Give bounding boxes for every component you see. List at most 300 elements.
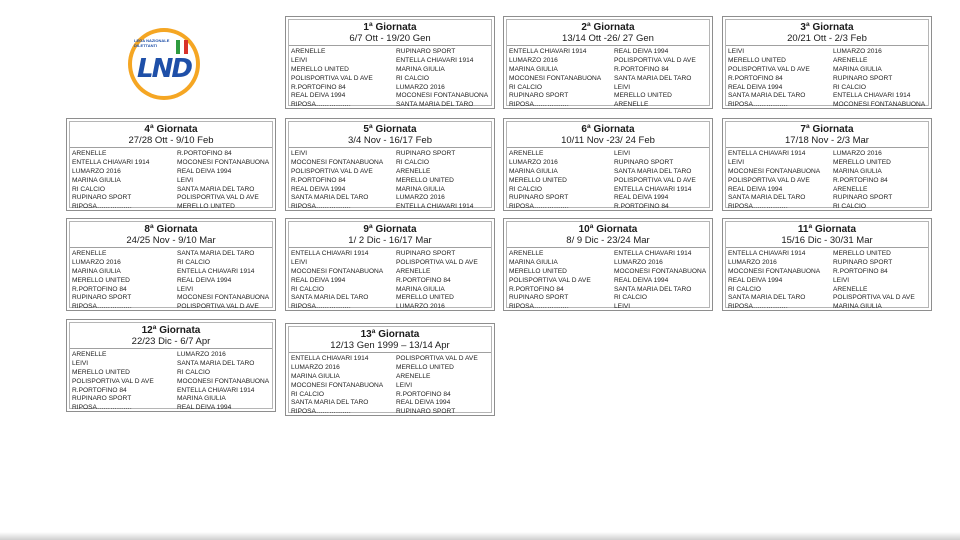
away-team: RI CALCIO [396,158,429,166]
match-row [728,202,926,211]
round-dates: 13/14 Ott -26/ 27 Gen [562,33,654,44]
away-team: MOCONESI FONTANABUONA [177,158,270,166]
match-list [728,47,926,109]
round-card [503,118,713,211]
match-row [72,167,270,176]
round-header [507,20,709,46]
home-team: RIPOSA……………. [291,408,351,416]
home-team: LUMARZO 2016 [72,167,121,175]
home-team: LEIVI [728,158,745,166]
match-row [72,403,270,412]
away-team: POLISPORTIVA VAL D AVE [614,56,696,64]
away-team: ARENELLE [614,101,649,109]
home-team: MARINA GIULIA [72,267,121,275]
match-row [509,258,707,267]
round-card [66,218,276,311]
match-row [509,185,707,194]
away-team: ARENELLE [833,56,868,64]
home-team: ARENELLE [72,150,107,157]
round-title: 7ª Giornata [800,124,854,135]
round-header [726,222,928,248]
match-row [291,185,489,194]
away-team: RUPINARO SPORT [833,258,893,266]
home-team: REAL DEIVA 1994 [728,276,783,284]
away-team: MOCONESI FONTANABUONA [177,377,270,385]
away-team: REAL DEIVA 1994 [396,399,451,407]
match-row [291,202,489,211]
match-row [291,167,489,176]
home-team: POLISPORTIVA VAL D AVE [291,167,373,175]
round-title: 4ª Giornata [144,124,198,135]
away-team: POLISPORTIVA VAL D AVE [396,258,478,266]
away-team: RI CALCIO [614,294,647,302]
home-team: SANTA MARIA DEL TARO [728,194,806,202]
home-team: MOCONESI FONTANABUONA [728,267,821,275]
home-team: RUPINARO SPORT [509,194,569,202]
match-row [728,74,926,83]
home-team: POLISPORTIVA VAL D AVE [291,74,373,82]
home-team: ARENELLE [509,250,544,257]
lnd-logo [128,28,200,100]
match-row [291,47,489,56]
home-team: POLISPORTIVA VAL D AVE [72,377,154,385]
home-team: MERELLO UNITED [72,368,130,376]
away-team: REAL DEIVA 1994 [177,167,232,175]
round-dates: 1/ 2 Dic - 16/17 Mar [348,235,432,246]
away-team: REAL DEIVA 1994 [614,276,669,284]
round-card [66,319,276,412]
home-team: RIPOSA……………. [291,303,351,311]
match-row [509,176,707,185]
home-team: RIPOSA……………. [728,101,788,109]
away-team: RUPINARO SPORT [396,250,456,257]
match-row [72,176,270,185]
match-row [728,285,926,294]
match-row [728,293,926,302]
home-team: RIPOSA……………. [509,101,569,109]
match-row [291,100,489,109]
away-team: ARENELLE [396,267,431,275]
round-card [503,16,713,109]
away-team: RUPINARO SPORT [833,74,893,82]
match-row [291,354,489,363]
match-row [509,158,707,167]
match-list [728,149,926,211]
away-team: ARENELLE [396,372,431,380]
match-row [291,302,489,311]
round-card [722,218,932,311]
round-header [70,222,272,248]
match-row [291,258,489,267]
home-team: SANTA MARIA DEL TARO [728,92,806,100]
match-row [509,285,707,294]
match-row [72,394,270,403]
home-team: LUMARZO 2016 [509,158,558,166]
home-team: POLISPORTIVA VAL D AVE [509,276,591,284]
round-card [285,218,495,311]
match-row [291,372,489,381]
round-card [285,118,495,211]
match-row [291,276,489,285]
away-team: LUMARZO 2016 [177,351,226,358]
home-team: LEIVI [291,258,308,266]
away-team: MERELLO UNITED [177,203,235,211]
home-team: MOCONESI FONTANABUONA [291,381,384,389]
away-team: REAL DEIVA 1994 [177,404,232,412]
away-team: ENTELLA CHIAVARI 1914 [396,56,474,64]
home-team: MERELLO UNITED [72,276,130,284]
match-list [72,350,270,412]
away-team: LUMARZO 2016 [396,303,445,311]
home-team: RUPINARO SPORT [72,194,132,202]
match-row [72,377,270,386]
match-row [291,65,489,74]
away-team: SANTA MARIA DEL TARO [614,74,692,82]
match-list [728,249,926,311]
home-team: LUMARZO 2016 [72,258,121,266]
round-dates: 15/16 Dic - 30/31 Mar [781,235,873,246]
away-team: ARENELLE [396,167,431,175]
home-team: MERELLO UNITED [509,176,567,184]
match-row [728,249,926,258]
home-team: R.PORTOFINO 84 [291,83,346,91]
logo-text: LND [137,54,191,84]
match-row [728,158,926,167]
away-team: LEIVI [833,276,850,284]
round-card [722,16,932,109]
home-team: REAL DEIVA 1994 [291,92,346,100]
match-row [72,202,270,211]
match-row [728,167,926,176]
away-team: ENTELLA CHIAVARI 1914 [396,203,474,211]
match-row [72,276,270,285]
home-team: ENTELLA CHIAVARI 1914 [728,250,806,257]
away-team: LUMARZO 2016 [396,83,445,91]
home-team: LEIVI [728,48,745,55]
round-title: 13ª Giornata [360,329,420,340]
round-dates: 8/ 9 Dic - 23/24 Mar [566,235,650,246]
match-list [291,354,489,416]
match-row [509,91,707,100]
round-card [722,118,932,211]
home-team: REAL DEIVA 1994 [291,276,346,284]
away-team: MOCONESI FONTANABUONA [833,101,926,109]
match-row [291,293,489,302]
round-dates: 6/7 Ott - 19/20 Gen [349,33,431,44]
home-team: RIPOSA……………. [291,203,351,211]
home-team: RIPOSA……………. [728,303,788,311]
away-team: RI CALCIO [396,74,429,82]
round-header [289,222,491,248]
round-card [285,323,495,416]
round-dates: 12/13 Gen 1999 – 13/14 Apr [330,340,450,351]
away-team: SANTA MARIA DEL TARO [614,285,692,293]
away-team: MARINA GIULIA [833,65,882,73]
home-team: RI CALCIO [509,185,542,193]
match-row [72,249,270,258]
away-team: LUMARZO 2016 [614,258,663,266]
home-team: SANTA MARIA DEL TARO [291,194,369,202]
home-team: MARINA GIULIA [291,372,340,380]
logo-subtitle: LEGA NAZIONALE DILETTANTI [134,38,170,48]
match-row [291,249,489,258]
away-team: R.PORTOFINO 84 [396,390,451,398]
match-row [291,390,489,399]
home-team: LEIVI [291,150,308,157]
away-team: ENTELLA CHIAVARI 1914 [177,267,255,275]
round-dates: 22/23 Dic - 6/7 Apr [131,336,211,347]
home-team: MOCONESI FONTANABUONA [728,167,821,175]
round-header [726,20,928,46]
match-row [72,158,270,167]
away-team: POLISPORTIVA VAL D AVE [614,176,696,184]
away-team: REAL DEIVA 1994 [177,276,232,284]
home-team: RIPOSA……………. [72,404,132,412]
italy-flag-icon [176,40,190,54]
match-row [291,56,489,65]
match-row [291,176,489,185]
away-team: ENTELLA CHIAVARI 1914 [614,185,692,193]
round-header [289,122,491,148]
round-title: 3ª Giornata [800,22,854,33]
match-list [72,249,270,311]
away-team: SANTA MARIA DEL TARO [177,250,255,257]
home-team: R.PORTOFINO 84 [72,285,127,293]
away-team: MARINA GIULIA [833,167,882,175]
match-row [72,368,270,377]
away-team: POLISPORTIVA VAL D AVE [396,355,478,362]
match-row [728,91,926,100]
match-row [291,398,489,407]
home-team: LUMARZO 2016 [728,258,777,266]
match-row [509,202,707,211]
home-team: ENTELLA CHIAVARI 1914 [509,48,587,55]
home-team: RUPINARO SPORT [509,294,569,302]
match-row [291,407,489,416]
match-row [291,74,489,83]
home-team: ARENELLE [509,150,544,157]
away-team: LUMARZO 2016 [396,194,445,202]
round-title: 2ª Giornata [581,22,635,33]
match-row [509,276,707,285]
match-row [72,302,270,311]
home-team: RUPINARO SPORT [509,92,569,100]
home-team: ENTELLA CHIAVARI 1914 [291,355,369,362]
home-team: RIPOSA……………. [728,203,788,211]
match-row [72,293,270,302]
away-team: REAL DEIVA 1994 [614,48,669,55]
match-row [291,363,489,372]
round-title: 1ª Giornata [363,22,417,33]
away-team: MERELLO UNITED [833,158,891,166]
away-team: MARINA GIULIA [396,65,445,73]
home-team: MARINA GIULIA [509,65,558,73]
match-row [509,149,707,158]
match-row [72,193,270,202]
away-team: MOCONESI FONTANABUONA [396,92,489,100]
round-title: 11ª Giornata [797,224,857,235]
round-title: 9ª Giornata [363,224,417,235]
home-team: POLISPORTIVA VAL D AVE [728,65,810,73]
away-team: RI CALCIO [177,258,210,266]
away-team: MERELLO UNITED [396,294,454,302]
match-row [291,149,489,158]
home-team: RIPOSA……………. [291,101,351,109]
away-team: RI CALCIO [177,368,210,376]
away-team: MOCONESI FONTANABUONA [614,267,707,275]
round-header [289,327,491,353]
round-dates: 20/21 Ott - 2/3 Feb [787,33,867,44]
home-team: LUMARZO 2016 [509,56,558,64]
away-team: ENTELLA CHIAVARI 1914 [614,250,692,257]
match-row [509,74,707,83]
match-row [509,56,707,65]
round-header [726,122,928,148]
match-row [72,185,270,194]
away-team: LEIVI [177,285,194,293]
away-team: LEIVI [614,83,631,91]
round-dates: 27/28 Ott - 9/10 Feb [128,135,214,146]
away-team: RI CALCIO [833,203,866,211]
home-team: MERELLO UNITED [291,65,349,73]
match-row [509,65,707,74]
home-team: MOCONESI FONTANABUONA [509,74,602,82]
match-row [72,386,270,395]
round-header [507,122,709,148]
match-row [72,258,270,267]
home-team: ENTELLA CHIAVARI 1914 [291,250,369,257]
match-row [509,293,707,302]
match-row [291,267,489,276]
home-team: MARINA GIULIA [72,176,121,184]
match-row [728,258,926,267]
home-team: R.PORTOFINO 84 [509,285,564,293]
round-card [503,218,713,311]
home-team: REAL DEIVA 1994 [728,185,783,193]
round-header [289,20,491,46]
page-edge-shadow [0,532,960,540]
away-team: RUPINARO SPORT [614,158,674,166]
match-row [291,158,489,167]
home-team: R.PORTOFINO 84 [291,176,346,184]
away-team: RI CALCIO [833,83,866,91]
home-team: POLISPORTIVA VAL D AVE [728,176,810,184]
match-row [291,193,489,202]
away-team: SANTA MARIA DEL TARO [177,185,255,193]
match-row [291,91,489,100]
home-team: RIPOSA……………. [509,203,569,211]
away-team: REAL DEIVA 1994 [614,194,669,202]
match-row [728,149,926,158]
match-row [728,185,926,194]
home-team: RI CALCIO [72,185,105,193]
away-team: LUMARZO 2016 [833,150,882,157]
match-list [72,149,270,211]
away-team: LEIVI [614,150,631,157]
match-list [509,47,707,109]
away-team: MERELLO UNITED [396,176,454,184]
home-team: LEIVI [291,56,308,64]
match-list [509,249,707,311]
match-list [291,149,489,211]
home-team: RIPOSA……………. [509,303,569,311]
away-team: LEIVI [614,303,631,311]
home-team: MOCONESI FONTANABUONA [291,267,384,275]
match-list [291,47,489,109]
home-team: RUPINARO SPORT [72,395,132,403]
home-team: ARENELLE [72,351,107,358]
match-row [728,176,926,185]
home-team: MERELLO UNITED [728,56,786,64]
match-row [509,47,707,56]
round-dates: 3/4 Nov - 16/17 Feb [348,135,432,146]
away-team: ENTELLA CHIAVARI 1914 [177,386,255,394]
home-team: ENTELLA CHIAVARI 1914 [728,150,806,157]
home-team: RI CALCIO [728,285,761,293]
home-team: RIPOSA……………. [72,303,132,311]
match-row [509,167,707,176]
away-team: POLISPORTIVA VAL D AVE [177,194,259,202]
match-row [728,65,926,74]
round-title: 8ª Giornata [144,224,198,235]
away-team: RUPINARO SPORT [396,408,456,416]
away-team: MERELLO UNITED [614,92,672,100]
home-team: R.PORTOFINO 84 [72,386,127,394]
home-team: ARENELLE [72,250,107,257]
round-header [70,323,272,349]
away-team: RUPINARO SPORT [396,48,456,55]
round-title: 6ª Giornata [581,124,635,135]
match-row [728,56,926,65]
away-team: POLISPORTIVA VAL D AVE [177,303,259,311]
home-team: MERELLO UNITED [509,267,567,275]
away-team: R.PORTOFINO 84 [614,203,669,211]
home-team: ENTELLA CHIAVARI 1914 [72,158,150,166]
away-team: LEIVI [396,381,413,389]
home-team: SANTA MARIA DEL TARO [291,294,369,302]
home-team: MARINA GIULIA [509,258,558,266]
match-row [728,302,926,311]
match-row [291,381,489,390]
match-row [509,302,707,311]
home-team: RI CALCIO [291,390,324,398]
away-team: RUPINARO SPORT [396,150,456,157]
match-row [509,83,707,92]
away-team: ARENELLE [833,185,868,193]
round-title: 5ª Giornata [363,124,417,135]
match-row [72,267,270,276]
match-row [72,149,270,158]
home-team: LUMARZO 2016 [291,363,340,371]
match-list [509,149,707,211]
home-team: RUPINARO SPORT [72,294,132,302]
home-team: RI CALCIO [509,83,542,91]
match-row [291,83,489,92]
match-row [728,100,926,109]
away-team: SANTA MARIA DEL TARO [177,359,255,367]
match-row [728,47,926,56]
match-row [728,276,926,285]
home-team: MOCONESI FONTANABUONA [291,158,384,166]
match-list [291,249,489,311]
away-team: R.PORTOFINO 84 [833,267,888,275]
home-team: MARINA GIULIA [509,167,558,175]
match-row [728,83,926,92]
away-team: MOCONESI FONTANABUONA [177,294,270,302]
home-team: REAL DEIVA 1994 [728,83,783,91]
away-team: MARINA GIULIA [833,303,882,311]
away-team: R.PORTOFINO 84 [833,176,888,184]
